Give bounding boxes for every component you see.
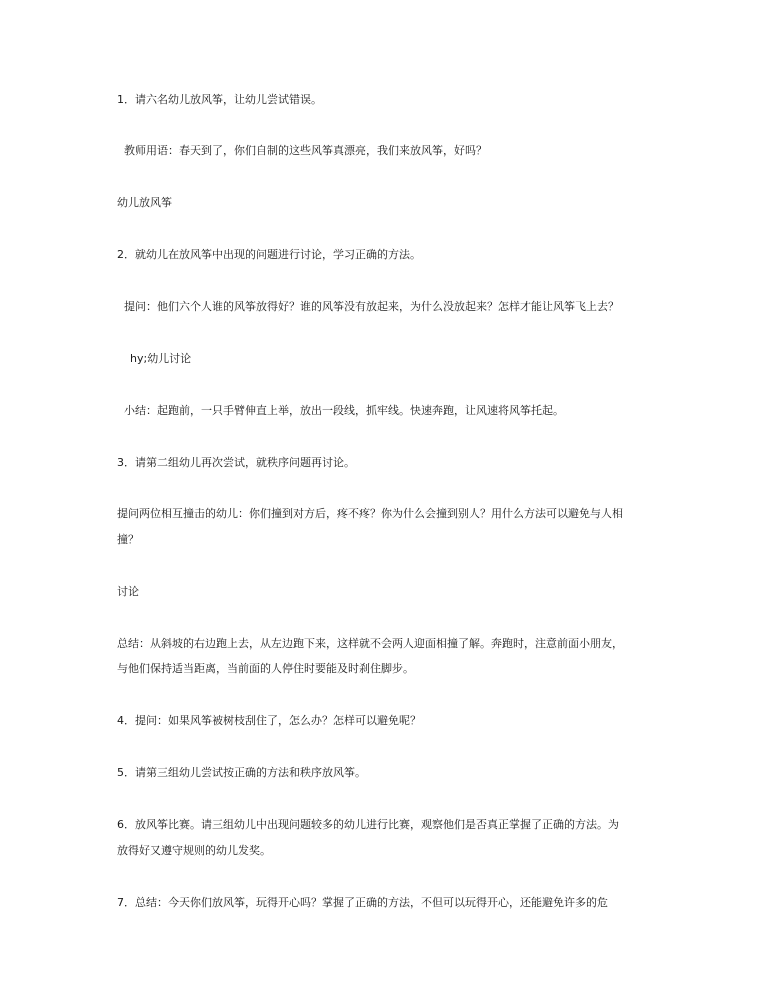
summary-text: 小结：起跑前，一只手臂伸直上举，放出一段线，抓牢线。快速奔跑，让风速将风筝托起。 [124, 404, 564, 417]
step-5-text: 5．请第三组幼儿尝试按正确的方法和秩序放风筝。 [117, 766, 366, 779]
question-text: 提问：他们六个人谁的风筝放得好？谁的风筝没有放起来，为什么没放起来？怎样才能让风筝飞上去？ [124, 300, 619, 313]
step-1-text: 1．请六名幼儿放风筝，让幼儿尝试错误。 [117, 93, 322, 106]
discussion-text: 讨论 [117, 585, 139, 598]
step-3-text: 3．请第二组幼儿再次尝试，就秩序问题再讨论。 [117, 456, 355, 469]
step-6-line1: 6．放风筝比赛。请三组幼儿中出现问题较多的幼儿进行比赛，观察他们是否真正掌握了正确的方法。为 [117, 818, 619, 831]
step-2-text: 2．就幼儿在放风筝中出现的问题进行讨论，学习正确的方法。 [117, 248, 421, 261]
collision-question-line2: 撞？ [117, 533, 139, 546]
kids-fly-kites-text: 幼儿放风筝 [117, 196, 172, 209]
collision-question-line1: 提问两位相互撞击的幼儿：你们撞到对方后，疼不疼？你为什么会撞到别人？用什么方法可以避免与人相 [117, 507, 623, 520]
step-6-line2: 放得好又遵守规则的幼儿发奖。 [117, 844, 271, 857]
conclusion-line2: 与他们保持适当距离，当前面的人停住时要能及时刹住脚步。 [117, 662, 414, 675]
conclusion-line1: 总结：从斜坡的右边跑上去，从左边跑下来，这样就不会两人迎面相撞了解。奔跑时，注意前面小朋友， [117, 637, 623, 650]
step-4-text: 4．提问：如果风筝被树枝刮住了，怎么办？怎样可以避免呢？ [117, 714, 421, 727]
teacher-speech-text: 教师用语：春天到了，你们自制的这些风筝真漂亮，我们来放风筝，好吗？ [124, 144, 487, 157]
step-7-text: 7．总结：今天你们放风筝，玩得开心吗？掌握了正确的方法，不但可以玩得开心，还能避免许多的危 [117, 896, 608, 909]
discussion-label-text: hy;幼儿讨论 [130, 352, 192, 365]
